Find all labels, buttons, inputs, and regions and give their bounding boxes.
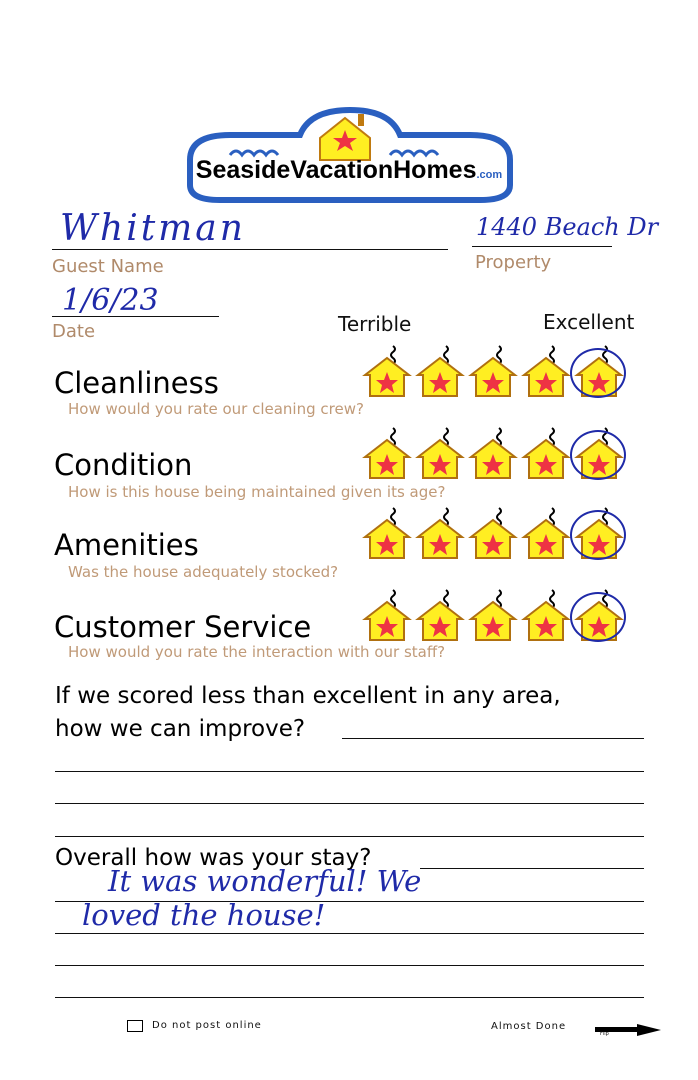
house-rating-icon[interactable] bbox=[362, 424, 412, 480]
house-rating-icon[interactable] bbox=[574, 586, 624, 642]
rating-question-amenities: Was the house adequately stocked? bbox=[68, 563, 339, 581]
house-rating-icon[interactable] bbox=[521, 424, 571, 480]
improve-question-line1: If we scored less than excellent in any area, bbox=[55, 683, 561, 709]
house-rating-icon[interactable] bbox=[415, 586, 465, 642]
date-line bbox=[52, 316, 219, 317]
house-rating-icon[interactable] bbox=[468, 504, 518, 560]
house-rating-icon[interactable] bbox=[468, 424, 518, 480]
date-value: 1/6/23 bbox=[62, 283, 159, 318]
logo bbox=[170, 100, 530, 210]
selected-rating-circle bbox=[570, 592, 626, 642]
overall-answer-line-3[interactable] bbox=[55, 933, 644, 934]
date-label: Date bbox=[52, 321, 96, 342]
rating-category-amenities: Amenities bbox=[54, 528, 199, 562]
house-rating-icon[interactable] bbox=[415, 342, 465, 398]
almost-done-label: Almost Done bbox=[491, 1021, 567, 1032]
guest-name-value: Whitman bbox=[60, 208, 246, 249]
rating-houses-cleanliness[interactable] bbox=[362, 342, 624, 398]
rating-question-cleanliness: How would you rate our cleaning crew? bbox=[68, 400, 364, 418]
selected-rating-circle bbox=[570, 430, 626, 480]
selected-rating-circle bbox=[570, 510, 626, 560]
property-value: 1440 Beach Dr bbox=[476, 213, 659, 241]
brand-suffix: .com bbox=[476, 169, 503, 181]
rating-category-condition: Condition bbox=[54, 448, 193, 482]
house-rating-icon[interactable] bbox=[521, 342, 571, 398]
overall-question: Overall how was your stay? bbox=[55, 845, 372, 871]
rating-category-cleanliness: Cleanliness bbox=[54, 366, 219, 400]
house-rating-icon[interactable] bbox=[362, 504, 412, 560]
house-rating-icon[interactable] bbox=[362, 342, 412, 398]
overall-answer-line-4[interactable] bbox=[55, 965, 644, 966]
house-rating-icon[interactable] bbox=[521, 504, 571, 560]
guest-name-label: Guest Name bbox=[52, 256, 164, 277]
logo-graphic bbox=[170, 100, 530, 210]
improve-answer-line-3[interactable] bbox=[55, 803, 644, 804]
overall-answer-line-5[interactable] bbox=[55, 997, 644, 998]
rating-houses-condition[interactable] bbox=[362, 424, 624, 480]
guest-name-line bbox=[52, 249, 448, 250]
do-not-post-label: Do not post online bbox=[152, 1020, 262, 1031]
rating-houses-amenities[interactable] bbox=[362, 504, 624, 560]
house-rating-icon[interactable] bbox=[574, 342, 624, 398]
rating-houses-customer-service[interactable] bbox=[362, 586, 624, 642]
house-rating-icon[interactable] bbox=[521, 586, 571, 642]
flip-label: Flip bbox=[600, 1031, 609, 1037]
improve-question-line2: how we can improve? bbox=[55, 716, 306, 742]
house-rating-icon[interactable] bbox=[468, 342, 518, 398]
scale-high-label: Excellent bbox=[543, 310, 635, 334]
overall-answer-line1: It was wonderful! We bbox=[108, 864, 422, 898]
rating-question-customer-service: How would you rate the interaction with our staff? bbox=[68, 643, 446, 661]
improve-answer-line-1[interactable] bbox=[342, 738, 644, 739]
rating-question-condition: How is this house being maintained given its age? bbox=[68, 483, 446, 501]
scale-low-label: Terrible bbox=[338, 312, 412, 336]
house-rating-icon[interactable] bbox=[362, 586, 412, 642]
house-rating-icon[interactable] bbox=[415, 504, 465, 560]
brand-name: SeasideVacationHomes bbox=[195, 156, 477, 184]
house-rating-icon[interactable] bbox=[468, 586, 518, 642]
improve-answer-line-4[interactable] bbox=[55, 836, 644, 837]
property-line bbox=[472, 246, 612, 247]
property-label: Property bbox=[475, 252, 552, 273]
overall-answer-line2: loved the house! bbox=[82, 898, 326, 932]
rating-category-customer-service: Customer Service bbox=[54, 610, 312, 644]
house-rating-icon[interactable] bbox=[574, 504, 624, 560]
overall-answer-line-1[interactable] bbox=[420, 868, 644, 869]
house-rating-icon[interactable] bbox=[415, 424, 465, 480]
do-not-post-checkbox[interactable] bbox=[127, 1020, 143, 1032]
selected-rating-circle bbox=[570, 348, 626, 398]
house-rating-icon[interactable] bbox=[574, 424, 624, 480]
improve-answer-line-2[interactable] bbox=[55, 771, 644, 772]
